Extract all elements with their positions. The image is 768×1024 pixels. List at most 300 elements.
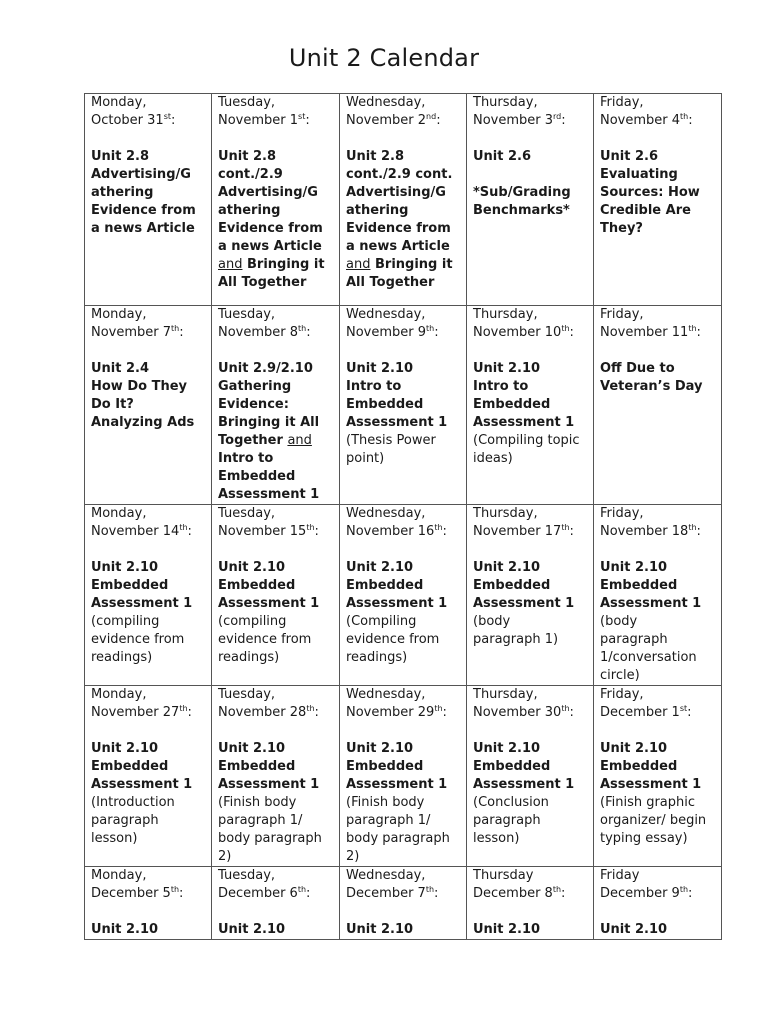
unit-line: Unit 2.9/2.10 [218, 361, 313, 376]
day-cell [594, 94, 722, 306]
spacer [473, 130, 589, 148]
date-colon: : [569, 524, 574, 539]
date-suffix: st [679, 704, 688, 713]
date-suffix: nd [426, 112, 437, 121]
unit-line: Unit 2.10 [473, 361, 541, 376]
unit-line: Assessment 1 [346, 596, 448, 611]
note-line: paragraph 1/ [218, 813, 303, 828]
unit-line: Evaluating [600, 167, 678, 182]
day-name: Tuesday, [218, 307, 276, 322]
date-suffix: th [561, 523, 570, 532]
date-text: December 1 [600, 705, 680, 720]
day-cell [212, 867, 340, 940]
unit-line: Advertising/G [218, 185, 318, 200]
date-colon: : [179, 886, 184, 901]
unit-line: Evidence from [91, 203, 196, 218]
day-name: Thursday, [473, 307, 538, 322]
date-colon: : [314, 705, 319, 720]
unit-line [218, 256, 335, 274]
date-text: November 29 [346, 705, 435, 720]
date-suffix: th [170, 885, 180, 894]
spacer [473, 166, 589, 184]
unit-line: *Sub/Grading [473, 185, 571, 200]
date-text: November 15 [218, 524, 307, 539]
spacer [600, 130, 717, 148]
date-text: November 18 [600, 524, 689, 539]
day-name: Tuesday, [218, 687, 276, 702]
unit-line: Embedded [473, 397, 551, 412]
date-suffix: th [425, 885, 435, 894]
unit-line: Evidence: [218, 397, 289, 412]
unit-line: Embedded [91, 759, 169, 774]
unit-line [218, 432, 335, 450]
date-line [218, 885, 335, 903]
unit-line: Advertising/G [91, 167, 191, 182]
date-suffix: th [561, 704, 570, 713]
note-line: readings) [346, 650, 408, 665]
date-text: December 8 [473, 886, 553, 901]
note-line: evidence from [218, 632, 312, 647]
date-colon: : [688, 886, 693, 901]
date-colon: : [442, 705, 447, 720]
date-colon: : [687, 705, 692, 720]
date-text: November 10 [473, 325, 562, 340]
date-colon: : [561, 113, 566, 128]
calendar-week-row [85, 686, 722, 867]
date-text: November 3 [473, 113, 554, 128]
spacer [473, 342, 589, 360]
spacer [346, 130, 462, 148]
date-line [346, 112, 462, 130]
date-suffix: th [179, 704, 188, 713]
unit-line: How Do They [91, 379, 188, 394]
unit-line: athering [218, 203, 281, 218]
unit-line: Embedded [600, 578, 678, 593]
unit-line: Unit 2.6 [473, 149, 532, 164]
unit-line: Embedded [218, 469, 296, 484]
day-name: Monday, [91, 687, 147, 702]
date-line [346, 885, 462, 903]
unit-line: Intro to [218, 451, 274, 466]
unit-line: Unit 2.10 [473, 922, 541, 937]
day-cell [340, 867, 467, 940]
note-line: paragraph [91, 813, 159, 828]
date-suffix: th [426, 324, 435, 333]
date-colon: : [696, 524, 701, 539]
date-line [473, 112, 589, 130]
date-line [91, 112, 207, 130]
unit-line: Unit 2.10 [346, 922, 414, 937]
day-name: Wednesday, [346, 95, 426, 110]
date-line [600, 324, 717, 342]
unit-line: Unit 2.8 [218, 149, 277, 164]
day-cell [85, 306, 212, 505]
unit-line: athering [91, 185, 154, 200]
spacer [473, 722, 589, 740]
unit-line: Unit 2.10 [346, 741, 414, 756]
date-text: November 11 [600, 325, 689, 340]
unit-line: Unit 2.10 [91, 560, 159, 575]
date-text: December 6 [218, 886, 298, 901]
day-cell [594, 505, 722, 686]
spacer [218, 903, 335, 921]
date-text: November 9 [346, 325, 427, 340]
note-line: circle) [600, 668, 640, 683]
date-line [473, 704, 589, 722]
day-name: Monday, [91, 506, 147, 521]
note-line: (Introduction [91, 795, 175, 810]
unit-line: Unit 2.10 [218, 741, 286, 756]
unit-line: Assessment 1 [91, 777, 193, 792]
date-line [218, 112, 335, 130]
date-text: November 8 [218, 325, 299, 340]
date-colon: : [442, 524, 447, 539]
unit-line: Unit 2.10 [91, 922, 159, 937]
date-suffix: th [297, 885, 307, 894]
unit-line: Embedded [346, 397, 424, 412]
day-name: Friday [600, 868, 640, 883]
note-line: paragraph 1/ [346, 813, 431, 828]
note-line: (Finish body [346, 795, 425, 810]
note-line: (compiling [218, 614, 287, 629]
day-cell [212, 94, 340, 306]
date-colon: : [696, 325, 701, 340]
date-suffix: th [298, 324, 307, 333]
date-suffix: rd [553, 112, 562, 121]
spacer [600, 903, 717, 921]
date-colon: : [436, 113, 441, 128]
spacer [218, 342, 335, 360]
date-text: December 7 [346, 886, 426, 901]
spacer [91, 722, 207, 740]
spacer [600, 342, 717, 360]
underlined-word: and [287, 433, 312, 448]
spacer [91, 130, 207, 148]
unit-line: Evidence from [346, 221, 451, 236]
date-text: November 7 [91, 325, 172, 340]
note-line: lesson) [91, 831, 138, 846]
unit-line: All Together [346, 275, 435, 290]
note-line: point) [346, 451, 385, 466]
unit-line: All Together [218, 275, 307, 290]
note-line: evidence from [91, 632, 185, 647]
unit-line: Unit 2.10 [91, 741, 159, 756]
calendar-table [84, 93, 722, 940]
date-text: November 1 [218, 113, 299, 128]
date-line [600, 523, 717, 541]
note-line: body paragraph [346, 831, 450, 846]
note-line: (body [600, 614, 638, 629]
day-name: Thursday, [473, 506, 538, 521]
spacer [91, 541, 207, 559]
day-name: Monday, [91, 868, 147, 883]
note-line: paragraph [473, 813, 541, 828]
date-line [473, 885, 589, 903]
date-colon: : [569, 325, 574, 340]
note-line: evidence from [346, 632, 440, 647]
unit-line: Embedded [218, 578, 296, 593]
date-line [91, 324, 207, 342]
unit-text: Bringing it [247, 257, 325, 272]
unit-line: a news Article [91, 221, 195, 236]
note-line: (Thesis Power [346, 433, 436, 448]
underlined-word: and [346, 257, 371, 272]
unit-line: Embedded [218, 759, 296, 774]
unit-line: Unit 2.10 [218, 922, 286, 937]
day-name: Tuesday, [218, 868, 276, 883]
unit-line: Assessment 1 [218, 596, 320, 611]
date-line [218, 704, 335, 722]
calendar-week-row [85, 306, 722, 505]
spacer [346, 342, 462, 360]
date-suffix: th [306, 523, 315, 532]
underlined-word: and [218, 257, 243, 272]
note-line: paragraph [600, 632, 668, 647]
calendar-week-row [85, 867, 722, 940]
date-line [91, 523, 207, 541]
day-cell [85, 686, 212, 867]
unit-line [346, 256, 462, 274]
day-cell [85, 867, 212, 940]
spacer [218, 722, 335, 740]
date-colon: : [688, 113, 693, 128]
unit-line: Advertising/G [346, 185, 446, 200]
unit-line: Sources: How [600, 185, 700, 200]
spacer [91, 903, 207, 921]
unit-line: Assessment 1 [600, 596, 702, 611]
unit-line: They? [600, 221, 643, 236]
day-cell [340, 505, 467, 686]
unit-line: Assessment 1 [346, 415, 448, 430]
date-suffix: th [679, 885, 689, 894]
unit-line: cont./2.9 cont. [346, 167, 453, 182]
calendar-body [85, 94, 722, 940]
note-line: body paragraph [218, 831, 322, 846]
unit-line: Unit 2.10 [218, 560, 286, 575]
unit-line: Veteran’s Day [600, 379, 703, 394]
unit-line: Unit 2.10 [473, 560, 541, 575]
unit-text: Bringing it [375, 257, 453, 272]
unit-line: Assessment 1 [473, 596, 575, 611]
note-line: readings) [218, 650, 280, 665]
note-line: (Finish body [218, 795, 297, 810]
date-suffix: th [688, 324, 697, 333]
date-colon: : [569, 705, 574, 720]
unit-line: athering [346, 203, 409, 218]
spacer [600, 722, 717, 740]
day-cell [594, 686, 722, 867]
day-name: Wednesday, [346, 307, 426, 322]
note-line: (Conclusion [473, 795, 549, 810]
date-suffix: th [434, 523, 443, 532]
date-line [473, 523, 589, 541]
unit-line: Unit 2.8 [346, 149, 405, 164]
day-name: Thursday, [473, 95, 538, 110]
unit-line: Assessment 1 [218, 487, 320, 502]
day-name: Wednesday, [346, 868, 426, 883]
day-cell [340, 94, 467, 306]
date-line [218, 523, 335, 541]
day-name: Thursday [473, 868, 534, 883]
date-line [600, 704, 717, 722]
note-line: (body [473, 614, 511, 629]
spacer [346, 541, 462, 559]
note-line: lesson) [473, 831, 520, 846]
date-text: November 16 [346, 524, 435, 539]
date-text: November 4 [600, 113, 681, 128]
date-line [346, 324, 462, 342]
day-cell [594, 867, 722, 940]
date-colon: : [434, 325, 439, 340]
day-cell [467, 686, 594, 867]
day-cell [85, 94, 212, 306]
date-text: December 5 [91, 886, 171, 901]
unit-line: Unit 2.10 [473, 741, 541, 756]
day-name: Thursday, [473, 687, 538, 702]
unit-line: Embedded [346, 759, 424, 774]
unit-line: a news Article [218, 239, 322, 254]
note-line: 2) [346, 849, 360, 864]
note-line: paragraph 1) [473, 632, 559, 647]
date-line [600, 885, 717, 903]
unit-line: Unit 2.8 [91, 149, 150, 164]
date-colon: : [561, 886, 566, 901]
date-line [346, 704, 462, 722]
day-cell [340, 686, 467, 867]
date-line [91, 885, 207, 903]
day-name: Wednesday, [346, 506, 426, 521]
day-name: Friday, [600, 506, 644, 521]
note-line: ideas) [473, 451, 513, 466]
date-suffix: th [680, 112, 689, 121]
date-line [91, 704, 207, 722]
unit-line: Assessment 1 [600, 777, 702, 792]
date-text: December 9 [600, 886, 680, 901]
spacer [600, 541, 717, 559]
date-line [600, 112, 717, 130]
date-colon: : [306, 886, 311, 901]
date-suffix: th [561, 324, 570, 333]
unit-line: Bringing it All [218, 415, 320, 430]
unit-line: Unit 2.4 [91, 361, 150, 376]
unit-line: Embedded [473, 759, 551, 774]
unit-line: Off Due to [600, 361, 675, 376]
day-name: Tuesday, [218, 506, 276, 521]
unit-line: cont./2.9 [218, 167, 283, 182]
unit-line: Unit 2.10 [346, 361, 414, 376]
unit-line: Embedded [346, 578, 424, 593]
day-cell [85, 505, 212, 686]
unit-line: Unit 2.6 [600, 149, 659, 164]
spacer [346, 903, 462, 921]
unit-line: Unit 2.10 [600, 922, 668, 937]
day-name: Tuesday, [218, 95, 276, 110]
day-cell [467, 306, 594, 505]
day-cell [212, 306, 340, 505]
unit-line: Assessment 1 [346, 777, 448, 792]
note-line: 1/conversation [600, 650, 697, 665]
note-line: typing essay) [600, 831, 688, 846]
day-cell [467, 867, 594, 940]
unit-line: a news Article [346, 239, 450, 254]
spacer [346, 722, 462, 740]
date-line [473, 324, 589, 342]
unit-text: Together [218, 433, 283, 448]
unit-line: Unit 2.10 [600, 560, 668, 575]
note-line: (Compiling topic [473, 433, 580, 448]
note-line: (Compiling [346, 614, 417, 629]
page-title: Unit 2 Calendar [288, 44, 480, 72]
date-colon: : [179, 325, 184, 340]
day-cell [212, 686, 340, 867]
day-name: Monday, [91, 95, 147, 110]
date-colon: : [306, 325, 311, 340]
date-text: November 28 [218, 705, 307, 720]
unit-line: Credible Are [600, 203, 691, 218]
unit-line: Unit 2.10 [346, 560, 414, 575]
unit-line: Evidence from [218, 221, 323, 236]
date-suffix: th [434, 704, 443, 713]
date-suffix: th [179, 523, 188, 532]
unit-line: Unit 2.10 [600, 741, 668, 756]
date-suffix: th [171, 324, 180, 333]
note-line: (compiling [91, 614, 160, 629]
spacer [218, 541, 335, 559]
date-text: November 27 [91, 705, 180, 720]
unit-line: Assessment 1 [473, 415, 575, 430]
date-text: November 2 [346, 113, 427, 128]
day-name: Monday, [91, 307, 147, 322]
unit-line: Analyzing Ads [91, 415, 195, 430]
day-cell [340, 306, 467, 505]
unit-line: Do It? [91, 397, 134, 412]
date-line [218, 324, 335, 342]
day-cell [212, 505, 340, 686]
day-name: Friday, [600, 307, 644, 322]
date-suffix: st [298, 112, 306, 121]
day-cell [594, 306, 722, 505]
date-colon: : [434, 886, 439, 901]
unit-line: Assessment 1 [473, 777, 575, 792]
date-colon: : [171, 113, 176, 128]
date-suffix: th [306, 704, 315, 713]
spacer [473, 541, 589, 559]
note-line: (Finish graphic [600, 795, 696, 810]
date-colon: : [187, 705, 192, 720]
date-suffix: st [163, 112, 172, 121]
day-name: Wednesday, [346, 687, 426, 702]
date-text: November 30 [473, 705, 562, 720]
day-name: Friday, [600, 95, 644, 110]
spacer [473, 903, 589, 921]
unit-line: Embedded [600, 759, 678, 774]
unit-line: Assessment 1 [218, 777, 320, 792]
unit-line: Intro to [473, 379, 529, 394]
unit-line: Embedded [91, 578, 169, 593]
date-suffix: th [688, 523, 697, 532]
date-text: November 17 [473, 524, 562, 539]
date-text: November 14 [91, 524, 180, 539]
day-name: Friday, [600, 687, 644, 702]
day-cell [467, 94, 594, 306]
spacer [91, 342, 207, 360]
unit-line: Benchmarks* [473, 203, 570, 218]
note-line: organizer/ begin [600, 813, 707, 828]
day-cell [467, 505, 594, 686]
date-text: October 31 [91, 113, 164, 128]
note-line: 2) [218, 849, 232, 864]
note-line: readings) [91, 650, 153, 665]
